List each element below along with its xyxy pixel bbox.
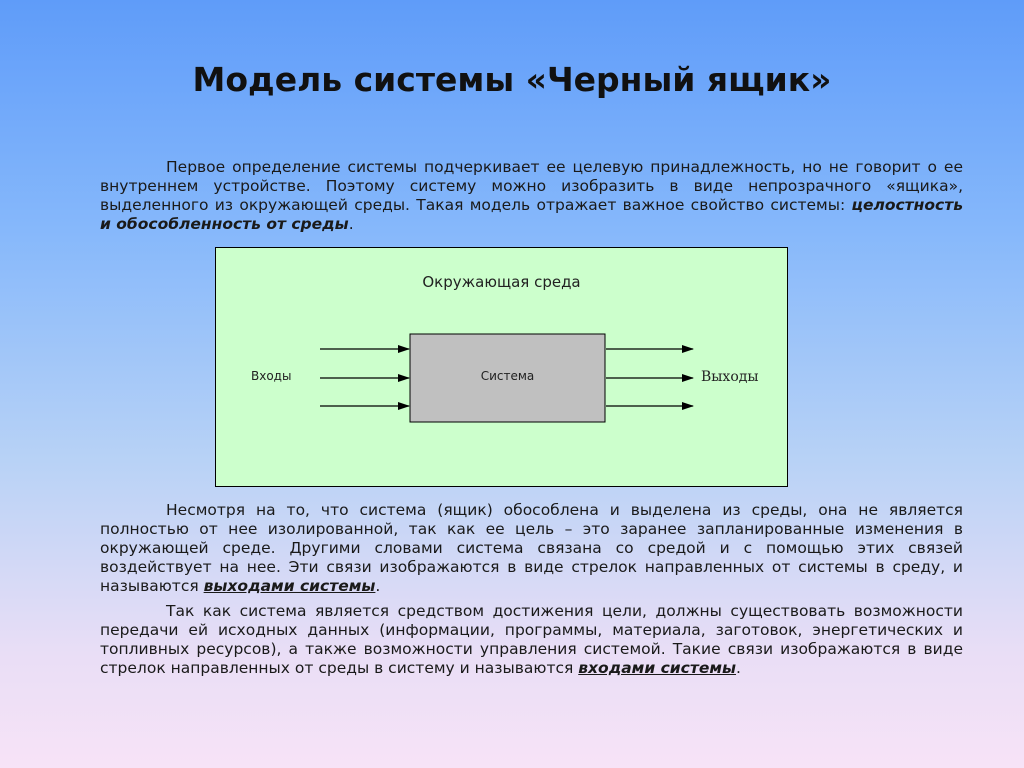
paragraph-inputs-text: Так как система является средством достижения цели, должны существовать возможности передачи ей исходных данных (информации, программы, материала, заготовок, энергетических и топливных ресурсов), а также возможности управления системой. Такие связи изображаются в виде стрелок направленных от среды в систему и называются <box>100 602 963 677</box>
environment-label: Окружающая среда <box>422 273 581 291</box>
paragraph-inputs-end: . <box>736 659 741 677</box>
outputs-label: Выходы <box>701 369 759 385</box>
slide-title: Модель системы «Черный ящик» <box>192 60 832 99</box>
emphasis-system-inputs: входами системы <box>578 659 737 677</box>
paragraph-outputs-end: . <box>375 577 381 595</box>
paragraph-definition-end: . <box>348 215 354 233</box>
paragraph-outputs <box>100 501 963 596</box>
paragraph-inputs <box>100 602 963 678</box>
paragraph-outputs-text: Несмотря на то, что система (ящик) обособлена и выделена из среды, она не является полностью от нее изолированной, так как ее цель – это заранее запланированные изменения в окружающей среде. Другими словами система связана со средой и с помощью этих связей воздействует на нее. Эти связи изображаются в виде стрелок направленных от системы в среду, и называются <box>100 501 963 595</box>
paragraph-definition-text: Первое определение системы подчеркивает ее целевую принадлежность, но не говорит о ее внутреннем устройстве. Поэтому систему можно изобразить в виде непрозрачного «ящика», выделенного из окружающей среды. Такая модель отражает важное свойство системы: <box>100 158 963 214</box>
inputs-label: Входы <box>251 369 292 383</box>
black-box-diagram <box>215 247 788 487</box>
emphasis-system-outputs: выходами системы <box>203 577 376 595</box>
emphasis-integrity: целостность и обособленность от среды <box>100 196 963 233</box>
system-label: Система <box>480 369 535 383</box>
paragraph-definition <box>100 158 963 234</box>
